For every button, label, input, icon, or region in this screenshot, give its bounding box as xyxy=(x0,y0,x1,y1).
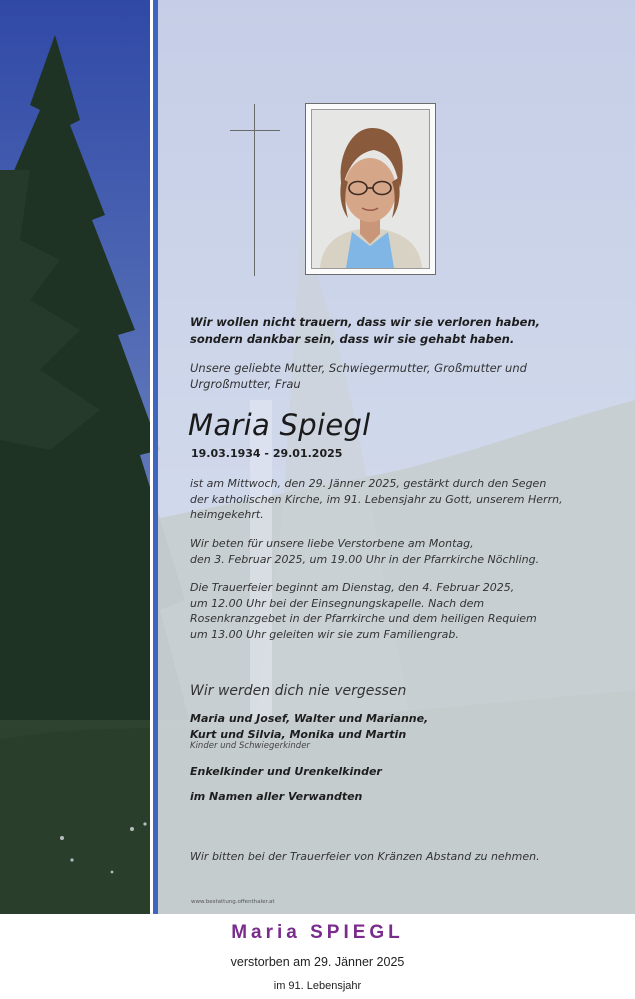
intro-line: Unsere geliebte Mutter, Schwiegermutter, Großmutter und xyxy=(190,361,527,375)
caption-block xyxy=(0,914,635,999)
family-children xyxy=(190,711,428,742)
family-grandchildren: Enkelkinder und Urenkelkinder xyxy=(190,765,382,778)
paragraph-line: heimgekehrt. xyxy=(190,508,264,521)
intro-line: Urgroßmutter, Frau xyxy=(190,377,301,391)
portrait-frame xyxy=(305,103,436,275)
paragraph-line: Die Trauerfeier beginnt am Dienstag, den 4. Februar 2025, xyxy=(190,581,515,594)
wreath-request: Wir bitten bei der Trauerfeier von Kränzen Abstand zu nehmen. xyxy=(190,850,540,863)
prayer-paragraph xyxy=(190,536,539,567)
caption-died: verstorben am 29. Jänner 2025 xyxy=(230,955,405,969)
death-notice-paragraph xyxy=(190,476,563,523)
funeral-paragraph xyxy=(190,580,537,642)
quote-line: Wir wollen nicht trauern, dass wir sie verloren haben, xyxy=(190,315,541,329)
paragraph-line: der katholischen Kirche, im 91. Lebensjahr zu Gott, unserem Herrn, xyxy=(190,492,563,506)
caption-age: im 91. Lebensjahr xyxy=(273,980,362,992)
paragraph-line: um 12.00 Uhr bei der Einsegnungskapelle. Nach dem xyxy=(190,596,485,610)
deceased-name: Maria Spiegl xyxy=(188,408,371,442)
paragraph-line: Rosenkranzgebet in der Pfarrkirche und dem heiligen Requiem xyxy=(190,612,537,625)
funeral-home-website: www.bestattung.offenthaler.at xyxy=(191,899,275,905)
paragraph-line: ist am Mittwoch, den 29. Jänner 2025, gestärkt durch den Segen xyxy=(190,477,547,490)
quote-line: sondern dankbar sein, dass wir sie gehabt haben. xyxy=(190,332,515,346)
portrait-photo xyxy=(311,109,430,269)
memorial-quote xyxy=(190,314,540,348)
paragraph-line: um 13.00 Uhr geleiten wir sie zum Familiengrab. xyxy=(190,627,459,641)
family-relatives: im Namen aller Verwandten xyxy=(190,790,363,803)
family-line: Maria und Josef, Walter und Marianne, xyxy=(190,712,429,725)
farewell-line: Wir werden dich nie vergessen xyxy=(190,683,407,699)
family-line: Kurt und Silvia, Monika und Martin xyxy=(190,727,407,741)
family-children-role: Kinder und Schwiegerkinder xyxy=(190,741,310,751)
intro-text xyxy=(190,360,527,392)
divider-stripe xyxy=(150,0,158,914)
paragraph-line: den 3. Februar 2025, um 19.00 Uhr in der Pfarrkirche Nöchling. xyxy=(190,552,540,566)
caption-name: Maria SPIEGL xyxy=(231,922,404,943)
life-dates: 19.03.1934 - 29.01.2025 xyxy=(191,447,343,460)
paragraph-line: Wir beten für unsere liebe Verstorbene am Montag, xyxy=(190,537,474,550)
